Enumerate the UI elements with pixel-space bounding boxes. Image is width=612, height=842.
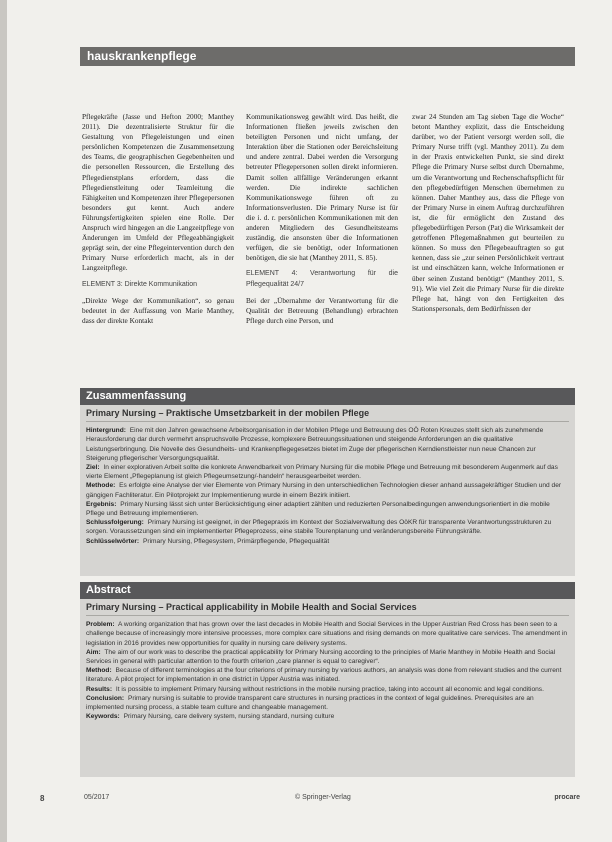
summary-item	[86, 500, 569, 518]
text-column-3	[412, 112, 564, 375]
summary-item-text: A working organization that has grown over the last decades in Mobile Health and Social Services in the Upper Austrian Red Cross has been seen to a challenge because of increasingly more intensive processes, more complex care situations and rising demands on more qualitative care services. The amendment in legislation in 2016 provides new opportunities for quality in nursing care delivery systems.	[86, 621, 568, 647]
summary-item-label: Keywords:	[86, 713, 120, 721]
abstract-items	[86, 620, 569, 721]
abstract-title: Primary Nursing – Practical applicability in Mobile Health and Social Services	[86, 603, 569, 616]
summary-item-text: Primary Nursing, Pflegesystem, Primärpflegende, Pflegequalität	[142, 537, 330, 545]
abstract-header: Abstract	[80, 582, 575, 599]
paragraph: „Direkte Wege der Kommunikation“, so genau bedeutet in der Auffassung von Marie Manthey, dass der direkte Kontakt	[82, 295, 234, 325]
text-column-1	[82, 112, 234, 375]
summary-item	[86, 426, 569, 463]
summary-item-label: Schlussfolgerung:	[86, 519, 144, 527]
summary-item-text: Primary Nursing ist geeignet, in der Pflegepraxis im Kontext der Sozialverwaltung des OöKR für transparente Verantwortungsstrukturen zu sorgen. Voraussetzungen sind ein implementierter Pflegeprozess, eine stabile Tourenplanung und veränderungsbereite Führungskräfte.	[86, 519, 552, 536]
zusammenfassung-box	[80, 405, 575, 576]
summary-item	[86, 648, 569, 666]
summary-item-label: Results:	[86, 685, 113, 693]
summary-item-text: Primary Nursing, care delivery system, nursing standard, nursing culture	[123, 713, 335, 721]
summary-item	[86, 712, 569, 721]
summary-item-label: Aim:	[86, 648, 101, 656]
issue-label: 05/2017	[84, 794, 110, 801]
summary-item-text: Primary Nursing lässt sich unter Berücksichtigung einer adaptiert zählten und reduzierten Personalbedingungen anwendungsorientiert in die mobile Pflege und Betreuung implementieren.	[86, 500, 550, 518]
summary-item	[86, 518, 569, 536]
summary-item-label: Hintergrund:	[86, 427, 126, 435]
summary-item-text: Es erfolgte eine Analyse der vier Elemente von Primary Nursing in den unterschiedlichen Technologien dieser anhand aussagekräftiger Studien und der gängigen Fachliteratur. Ein Pilotprojekt zur Implementierung wurde in einem Bezirk initiiert.	[86, 482, 562, 499]
summary-item-label: Ergebnis:	[86, 500, 117, 508]
summary-item-label: Ziel:	[86, 464, 100, 472]
page-footer	[40, 794, 580, 808]
summary-item-text: It is possible to implement Primary Nursing without restrictions in the mobile nursing practice, taking into account all economic and legal conditions.	[115, 685, 544, 693]
page-number: 8	[40, 794, 45, 803]
zusammenfassung-title: Primary Nursing – Praktische Umsetzbarkeit in der mobilen Pflege	[86, 409, 569, 422]
summary-item	[86, 481, 569, 499]
summary-item-label: Methode:	[86, 482, 116, 490]
paragraph: zwar 24 Stunden am Tag sieben Tage die Woche“ betont Manthey explizit, dass die Entscheidung darüber, wo der Patient versorgt werden soll, die Primary Nurse trifft (vgl. Manthey 2011). Zu dem in der Praxis entwickelten Punkt, sie sind direkt Pflege die Primary Nurse selbst durch Übernahme, um die Verantwortung und Rechenschaftspflicht für den pflegebedürftigen Menschen übernehmen zu können. Daher Manthey aus, dass die Pflege von der Primary Nurse in einem Auftrag durchzuführen ist, die für ermöglicht den Zustand des pflegebedürftigen Person (Pat) die Wirksamkeit der getroffenen Pflegemaßnahmen gut beurteilen zu können. So muss den Pflegebeauftragten so gut kennen, dass sie „zur seinen Persönlichkeit vertraut ist und einschätzen kann, welche Informationen er über seinen Zustand benötigt“ (Manthey 2011, S. 91). Wie viel Zeit die Primary Nurse für die direkte Pflege hat, hängt von den Fertigkeiten des Stationspersonals, dem Bedürfnissen der	[412, 112, 564, 313]
text-column-2	[246, 112, 398, 375]
summary-item-text: Eine mit den Jahren gewachsene Arbeitsorganisation in der Mobilen Pflege und Betreuung des OÖ Roten Kreuzes stellt sich als zunehmende Herausforderung dar durch vermehrt anspruchsvolle Prozesse, komplexere Betreuungssituationen und steigende Anforderungen an die qualitative Leistungserbringung. Die Novelle des Gesundheits- und Krankenpflegegesetzes bietet im Zuge der pflegerischen Kerndienstleister nun neue Chancen zur Steigerung pflegerischer Versorgungsqualität.	[86, 427, 544, 462]
zusammenfassung-header: Zusammenfassung	[80, 388, 575, 405]
summary-item-label: Problem:	[86, 621, 115, 629]
paragraph: Bei der „Übernahme der Verantwortung für die Qualität der Betreuung (Behandlung) erbrachten Pflege durch eine Person, und	[246, 295, 398, 325]
summary-item	[86, 685, 569, 694]
summary-item-text: Primary nursing is suitable to provide transparent care structures in nursing practices in the context of legal guidelines. Prerequisites are an implemented nursing process, a stable team culture and changeable management.	[86, 694, 534, 712]
summary-item-text: Because of different terminologies at the four criterions of primary nursing by various authors, an analysis was done from relevant studies and the current literature. A pilot project for implementation in one district in Upper Austria was initiated.	[86, 667, 562, 684]
page-edge-shadow	[0, 0, 7, 842]
summary-item-label: Method:	[86, 667, 112, 675]
summary-item-text: In einer explorativen Arbeit sollte die konkrete Anwendbarkeit von Primary Nursing für die mobile Pflege und Betreuung mit besonderem Augenmerk auf das vierte Element „Pflegeplanung ist gleich Pflegeumsetzung/-handeln“ herausgearbeitet werden.	[86, 464, 558, 481]
body-text-columns	[82, 112, 574, 375]
zusammenfassung-items	[86, 426, 569, 546]
publisher-label: © Springer-Verlag	[295, 794, 351, 801]
summary-item-label: Schlüsselwörter:	[86, 537, 140, 545]
summary-item	[86, 537, 569, 546]
section-header: hauskrankenpflege	[80, 47, 575, 66]
summary-item-label: Conclusion:	[86, 694, 125, 702]
summary-item	[86, 463, 569, 481]
abstract-box	[80, 599, 575, 777]
summary-item	[86, 620, 569, 648]
summary-item	[86, 694, 569, 712]
element-heading: ELEMENT 4: Verantwortung für die Pflegequalität 24/7	[246, 270, 398, 288]
paragraph: Pflegekräfte (Jasse und Hefton 2000; Manthey 2011). Die dezentralisierte Struktur für die Gestaltung von Pflegeleistungen und einen persönlichen Kompetenzen die Zusammensetzung des Teams, die geographischen Gegebenheiten und die personellen Ressourcen, die Erstellung des Pflegedienstplans erfordern, dass die Pflegedienstleitung oder Teamleitung die Fähigkeiten und Kompetenzen ihrer Pflegepersonen besonders gut kennt. Auch andere Führungsfertigkeiten spielen eine Rolle. Der Anspruch wird hingegen an die Langzeitpflege von Änderungen im Umfeld der Pflegeabhängigkeit geprägt sein, der eine Pflegeintervention durch den Primary Nurse erforderlich macht, als in der Langzeitpflege.	[82, 112, 234, 273]
paragraph: Kommunikationsweg gewählt wird. Das heißt, die Informationen fließen jeweils zwischen den beteiligten Personen und nicht umfang, der Interaktion über die Stationen oder Bereichsleitung und andere zentral. Dabei werden die Versorgung betreuter Pflegepersonen sollen direkt informieren. Damit sollen allfällige Veränderungen erkannt werden. Die indirekte sachlichen Kommunikationswege führen oft zu Informationsverlusten. Die Primary Nurse ist für die i. d. r. persönlichen Kommunikationen mit den anderen Mitgliedern des Gesundheitsteams zuständig, die ansonsten über die Informationen verfügen, die sie benötigt, oder Informationen benötigen, die sie hat (Manthey 2011, S. 85).	[246, 112, 398, 263]
summary-item	[86, 666, 569, 684]
summary-item-text: The aim of our work was to describe the practical applicability for Primary Nursing according to the principles of Marie Manthey in Mobile Health and Social Services in general with particular attention to the fourth criterion „care planner is equal to caregiver“.	[86, 648, 556, 666]
journal-name: procare	[554, 794, 580, 801]
element-heading: ELEMENT 3: Direkte Kommunikation	[82, 280, 198, 288]
